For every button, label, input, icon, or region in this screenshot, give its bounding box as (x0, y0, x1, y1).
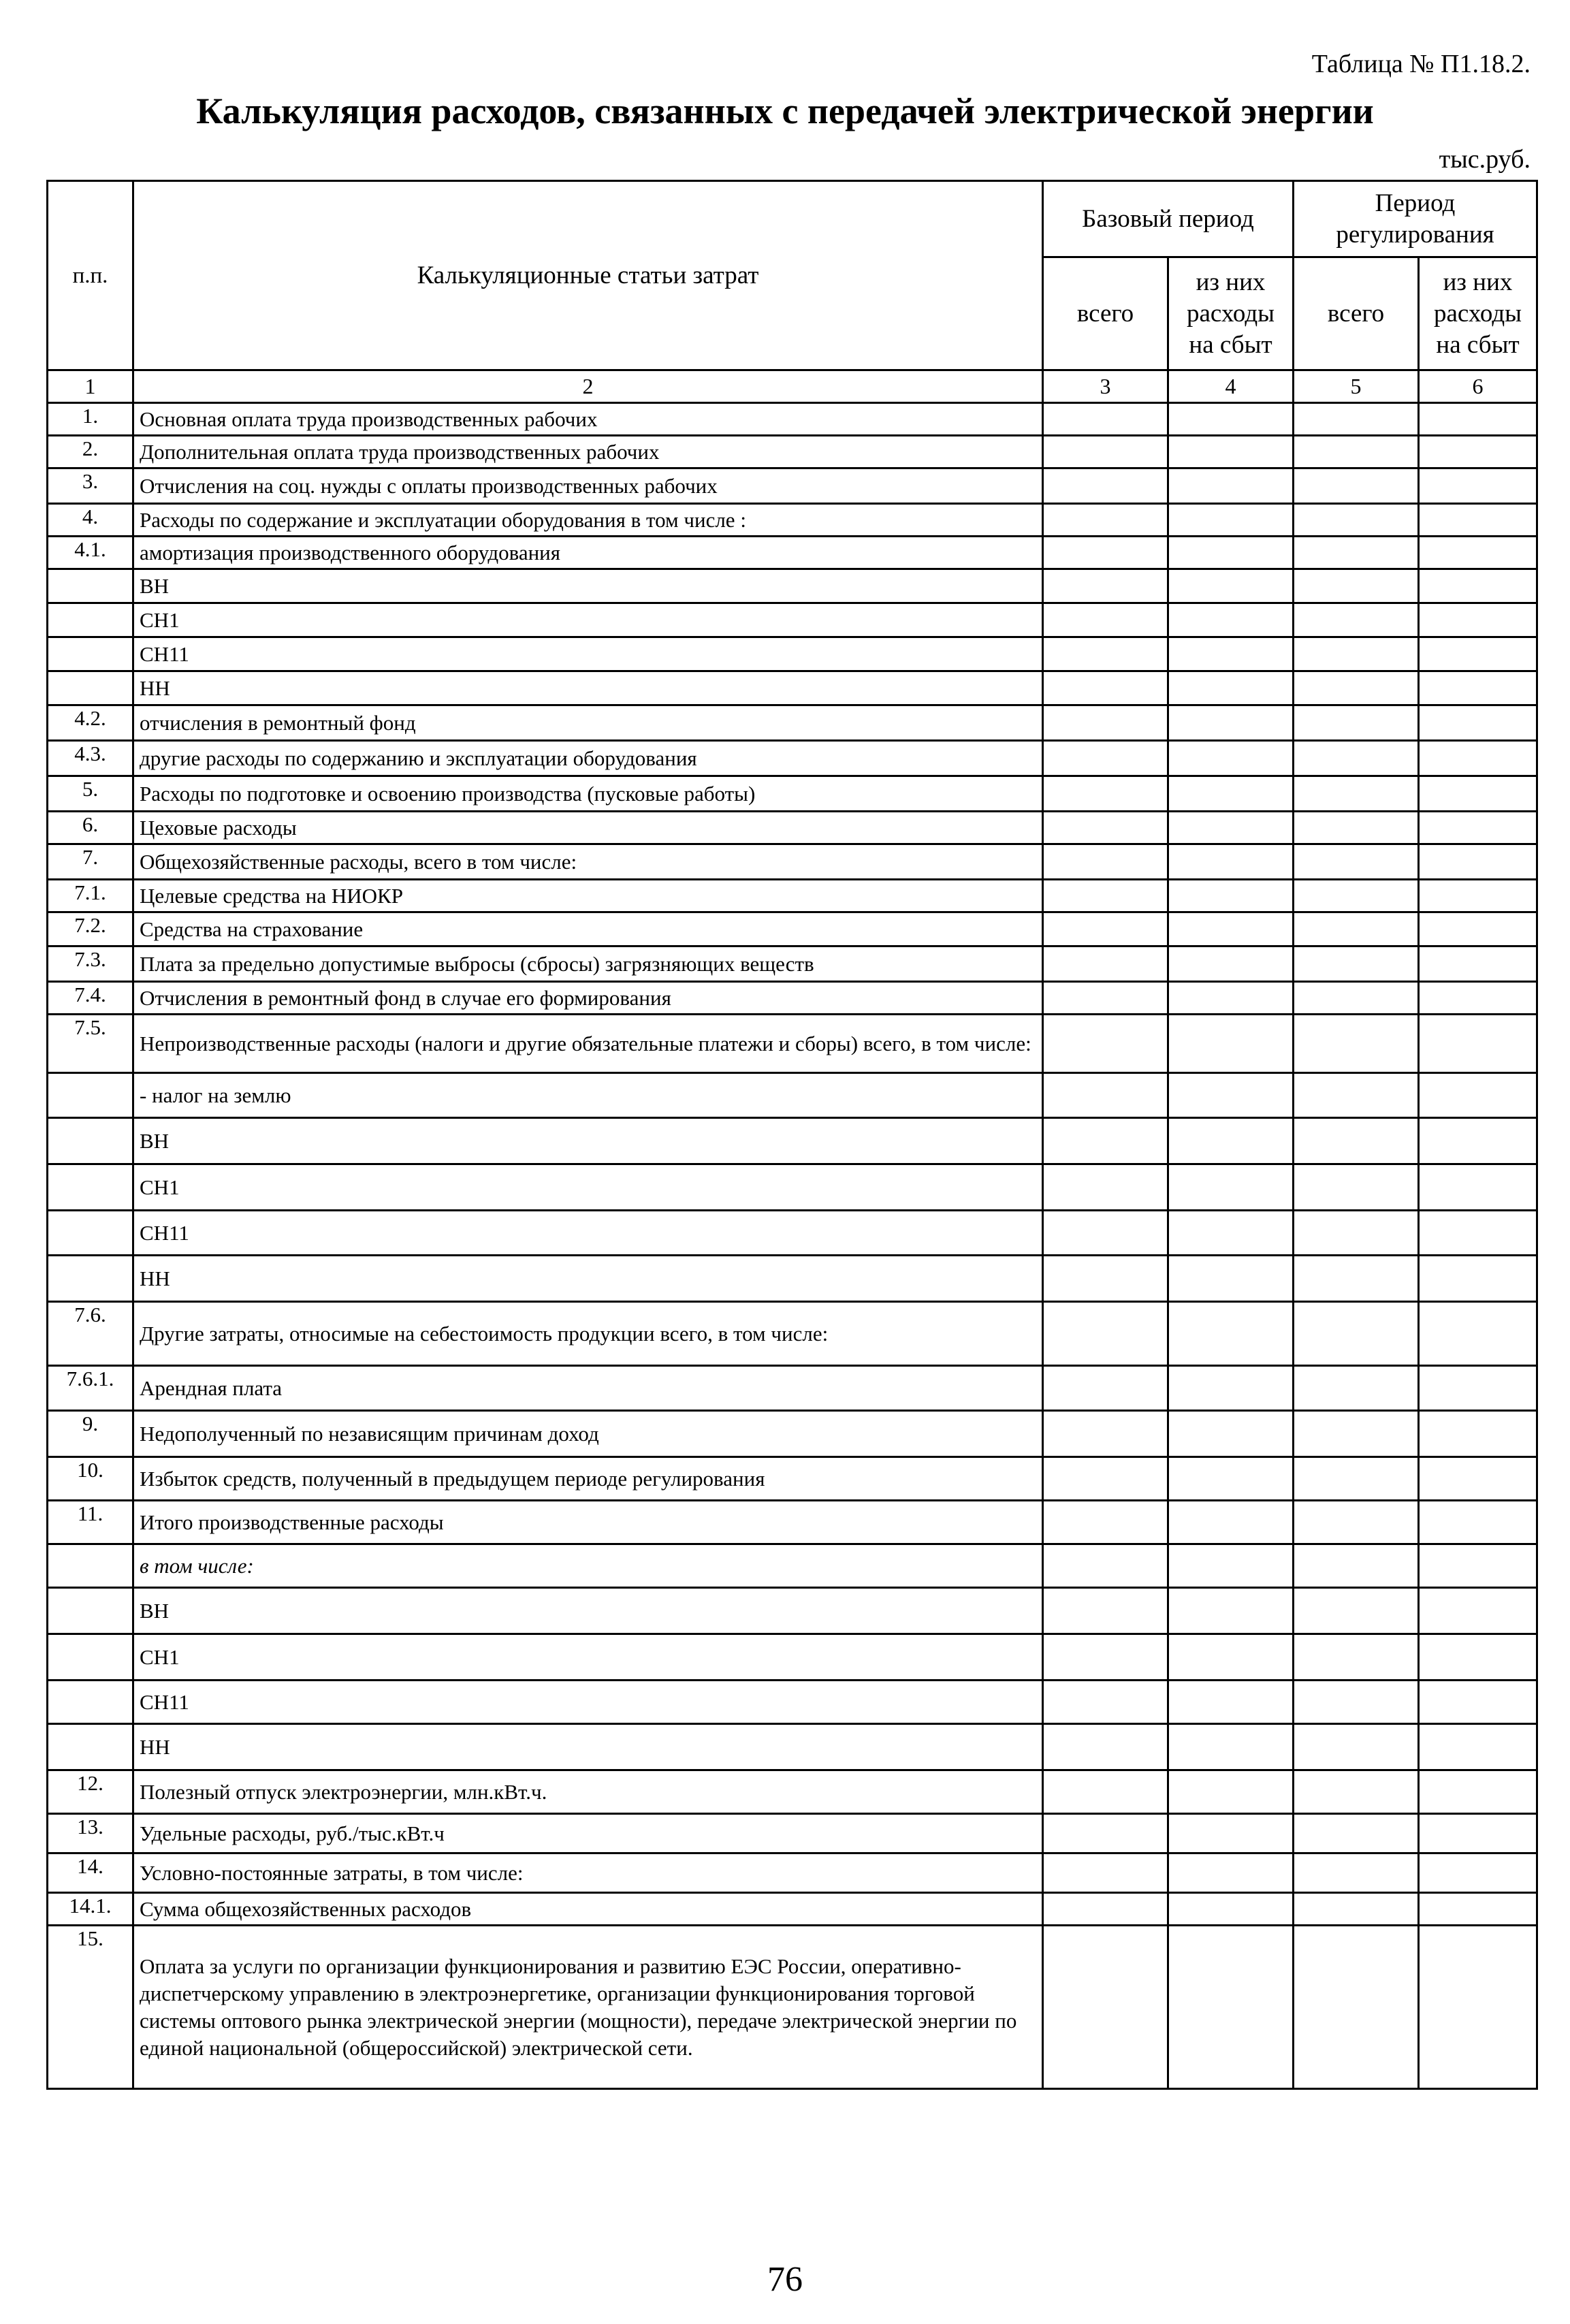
table-row (48, 1256, 1537, 1302)
row-number: 7.5. (48, 1015, 133, 1073)
cell-reg-total (1294, 671, 1419, 705)
cell-reg-sales (1419, 1893, 1537, 1926)
page-number: 76 (767, 2260, 803, 2299)
cell-reg-sales (1419, 603, 1537, 637)
cell-base-sales (1168, 1681, 1294, 1724)
cell-base-sales (1168, 844, 1294, 880)
cell-reg-total (1294, 1164, 1419, 1211)
cell-reg-sales (1419, 1634, 1537, 1681)
column-number: 2 (133, 370, 1043, 403)
cell-reg-total (1294, 1926, 1419, 2089)
header-articles: Калькуляционные статьи затрат (133, 181, 1043, 370)
cell-base-total (1043, 671, 1168, 705)
cell-base-total (1043, 776, 1168, 812)
row-number (48, 1588, 133, 1634)
row-number: 7.6.1. (48, 1366, 133, 1411)
cell-reg-total (1294, 1211, 1419, 1256)
cell-reg-total (1294, 982, 1419, 1015)
row-article: Избыток средств, полученный в предыдущем периоде регулирования (133, 1457, 1043, 1501)
row-number: 13. (48, 1814, 133, 1853)
row-number (48, 1544, 133, 1588)
row-number: 7.4. (48, 982, 133, 1015)
row-number: 3. (48, 468, 133, 504)
cell-base-total (1043, 812, 1168, 844)
row-article: Недополученный по независящим причинам доход (133, 1411, 1043, 1457)
cell-base-sales (1168, 1588, 1294, 1634)
cell-reg-total (1294, 1501, 1419, 1544)
cell-base-sales (1168, 1893, 1294, 1926)
cell-reg-sales (1419, 1457, 1537, 1501)
cell-reg-total (1294, 1118, 1419, 1164)
row-article: - налог на землю (133, 1073, 1043, 1118)
row-number (48, 1681, 133, 1724)
column-number: 1 (48, 370, 133, 403)
row-number: 11. (48, 1501, 133, 1544)
table-row (48, 741, 1537, 776)
cell-base-total (1043, 982, 1168, 1015)
row-number (48, 569, 133, 603)
cell-base-total (1043, 504, 1168, 537)
cell-reg-sales (1419, 912, 1537, 946)
cell-base-sales (1168, 671, 1294, 705)
cell-base-total (1043, 1211, 1168, 1256)
cell-reg-total (1294, 912, 1419, 946)
cell-base-total (1043, 603, 1168, 637)
row-article: другие расходы по содержанию и эксплуатации оборудования (133, 741, 1043, 776)
row-number: 1. (48, 403, 133, 436)
row-number: 4. (48, 504, 133, 537)
cell-reg-sales (1419, 880, 1537, 912)
cell-base-total (1043, 1814, 1168, 1853)
row-article: Сумма общехозяйственных расходов (133, 1893, 1043, 1926)
row-article: Цеховые расходы (133, 812, 1043, 844)
column-number: 3 (1043, 370, 1168, 403)
cell-base-total (1043, 1588, 1168, 1634)
row-article: СН11 (133, 637, 1043, 671)
cell-reg-sales (1419, 436, 1537, 468)
row-article: ВН (133, 1588, 1043, 1634)
cell-reg-total (1294, 946, 1419, 982)
cell-base-sales (1168, 1015, 1294, 1073)
cell-reg-total (1294, 1302, 1419, 1366)
cell-base-sales (1168, 468, 1294, 504)
table-row (48, 1681, 1537, 1724)
cell-base-total (1043, 1073, 1168, 1118)
cell-base-sales (1168, 946, 1294, 982)
cell-base-sales (1168, 812, 1294, 844)
cell-base-sales (1168, 1457, 1294, 1501)
table-row (48, 1588, 1537, 1634)
row-number: 14. (48, 1853, 133, 1893)
cell-base-sales (1168, 1118, 1294, 1164)
row-number (48, 1724, 133, 1770)
cell-reg-sales (1419, 671, 1537, 705)
cell-reg-total (1294, 436, 1419, 468)
cell-reg-total (1294, 504, 1419, 537)
cell-reg-sales (1419, 1302, 1537, 1366)
cell-reg-sales (1419, 1211, 1537, 1256)
row-number: 7.3. (48, 946, 133, 982)
row-article: Основная оплата труда производственных рабочих (133, 403, 1043, 436)
cell-base-sales (1168, 912, 1294, 946)
cell-base-sales (1168, 1544, 1294, 1588)
row-number: 7.1. (48, 880, 133, 912)
cell-base-total (1043, 537, 1168, 569)
table-row (48, 468, 1537, 504)
cell-base-sales (1168, 1770, 1294, 1814)
cell-base-sales (1168, 504, 1294, 537)
cell-reg-sales (1419, 1853, 1537, 1893)
cell-reg-sales (1419, 982, 1537, 1015)
cell-base-total (1043, 1411, 1168, 1457)
cell-reg-sales (1419, 1681, 1537, 1724)
cell-reg-sales (1419, 1256, 1537, 1302)
row-number (48, 1073, 133, 1118)
table-row (48, 1544, 1537, 1588)
row-article: СН1 (133, 603, 1043, 637)
header-base-period: Базовый период (1043, 181, 1294, 257)
row-article: амортизация производственного оборудования (133, 537, 1043, 569)
cell-reg-sales (1419, 741, 1537, 776)
table-row (48, 844, 1537, 880)
cell-reg-total (1294, 468, 1419, 504)
cell-reg-sales (1419, 776, 1537, 812)
table-row (48, 912, 1537, 946)
cell-reg-total (1294, 705, 1419, 741)
table-row (48, 1853, 1537, 1893)
row-number (48, 1164, 133, 1211)
cell-reg-sales (1419, 637, 1537, 671)
cell-reg-sales (1419, 844, 1537, 880)
cell-reg-total (1294, 1853, 1419, 1893)
row-number: 7.2. (48, 912, 133, 946)
cell-base-sales (1168, 403, 1294, 436)
cell-reg-total (1294, 1256, 1419, 1302)
cell-reg-sales (1419, 403, 1537, 436)
cell-reg-total (1294, 844, 1419, 880)
cell-reg-total (1294, 1015, 1419, 1073)
cell-base-total (1043, 1634, 1168, 1681)
row-article: Условно-постоянные затраты, в том числе: (133, 1853, 1043, 1893)
cell-base-sales (1168, 880, 1294, 912)
row-number: 7. (48, 844, 133, 880)
cell-base-total (1043, 880, 1168, 912)
row-number (48, 603, 133, 637)
row-article: Плата за предельно допустимые выбросы (сбросы) загрязняющих веществ (133, 946, 1043, 982)
cell-base-total (1043, 946, 1168, 982)
table-row (48, 1164, 1537, 1211)
row-article: Расходы по содержание и эксплуатации оборудования в том числе : (133, 504, 1043, 537)
table-row (48, 671, 1537, 705)
row-article: Удельные расходы, руб./тыс.кВт.ч (133, 1814, 1043, 1853)
table-row (48, 1411, 1537, 1457)
cell-base-total (1043, 569, 1168, 603)
row-article: НН (133, 1256, 1043, 1302)
cell-base-total (1043, 403, 1168, 436)
cell-reg-sales (1419, 504, 1537, 537)
units-label: тыс.руб. (1439, 145, 1531, 174)
table-row (48, 1118, 1537, 1164)
row-number: 9. (48, 1411, 133, 1457)
header-reg-sales: из них расходы на сбыт (1419, 257, 1537, 370)
cell-reg-sales (1419, 1501, 1537, 1544)
cell-reg-sales (1419, 1544, 1537, 1588)
row-number: 2. (48, 436, 133, 468)
table-row (48, 776, 1537, 812)
cell-base-total (1043, 1770, 1168, 1814)
cell-base-total (1043, 1118, 1168, 1164)
row-number: 4.1. (48, 537, 133, 569)
cell-reg-sales (1419, 1411, 1537, 1457)
cell-base-sales (1168, 1073, 1294, 1118)
table-row (48, 705, 1537, 741)
cell-base-sales (1168, 1366, 1294, 1411)
header-reg-total: всего (1294, 257, 1419, 370)
cell-reg-sales (1419, 1073, 1537, 1118)
table-row (48, 946, 1537, 982)
table-row (48, 637, 1537, 671)
cell-base-total (1043, 1256, 1168, 1302)
table-row (48, 982, 1537, 1015)
cell-base-total (1043, 1366, 1168, 1411)
cell-reg-sales (1419, 569, 1537, 603)
cell-reg-total (1294, 812, 1419, 844)
cell-reg-total (1294, 1770, 1419, 1814)
cell-reg-sales (1419, 812, 1537, 844)
cell-reg-sales (1419, 1118, 1537, 1164)
cell-base-total (1043, 705, 1168, 741)
column-number: 4 (1168, 370, 1294, 403)
row-number: 15. (48, 1926, 133, 2089)
row-article: Отчисления на соц. нужды с оплаты производственных рабочих (133, 468, 1043, 504)
row-article: Средства на страхование (133, 912, 1043, 946)
cell-reg-total (1294, 1724, 1419, 1770)
cell-base-sales (1168, 776, 1294, 812)
table-row (48, 1814, 1537, 1853)
row-article: в том числе: (133, 1544, 1043, 1588)
table-row (48, 1015, 1537, 1073)
cell-base-sales (1168, 741, 1294, 776)
cell-base-total (1043, 1724, 1168, 1770)
row-number: 10. (48, 1457, 133, 1501)
row-number: 12. (48, 1770, 133, 1814)
cell-reg-total (1294, 603, 1419, 637)
table-row (48, 1501, 1537, 1544)
cell-base-sales (1168, 1211, 1294, 1256)
cell-base-sales (1168, 1926, 1294, 2089)
row-number: 7.6. (48, 1302, 133, 1366)
row-number (48, 1118, 133, 1164)
cell-base-total (1043, 1501, 1168, 1544)
cell-base-sales (1168, 1634, 1294, 1681)
cell-base-total (1043, 741, 1168, 776)
cell-base-sales (1168, 705, 1294, 741)
row-article: ВН (133, 569, 1043, 603)
cell-base-total (1043, 1926, 1168, 2089)
cell-base-total (1043, 1164, 1168, 1211)
table-row (48, 812, 1537, 844)
cell-reg-sales (1419, 1814, 1537, 1853)
cell-base-sales (1168, 569, 1294, 603)
cell-base-sales (1168, 1853, 1294, 1893)
row-article: Общехозяйственные расходы, всего в том числе: (133, 844, 1043, 880)
document-title: Калькуляция расходов, связанных с передачей электрической энергии (196, 91, 1374, 131)
cell-base-total (1043, 844, 1168, 880)
cell-reg-total (1294, 741, 1419, 776)
row-article: НН (133, 671, 1043, 705)
cell-reg-sales (1419, 1724, 1537, 1770)
cell-reg-total (1294, 1366, 1419, 1411)
cell-base-sales (1168, 637, 1294, 671)
table-row (48, 1073, 1537, 1118)
cell-reg-sales (1419, 1926, 1537, 2089)
row-number (48, 1634, 133, 1681)
row-article: СН11 (133, 1211, 1043, 1256)
cell-reg-sales (1419, 537, 1537, 569)
cell-reg-sales (1419, 1366, 1537, 1411)
table-number: Таблица № П1.18.2. (1311, 50, 1531, 78)
cell-reg-total (1294, 1457, 1419, 1501)
row-number: 5. (48, 776, 133, 812)
row-number: 4.3. (48, 741, 133, 776)
cell-base-sales (1168, 603, 1294, 637)
cell-reg-total (1294, 776, 1419, 812)
cell-base-total (1043, 1853, 1168, 1893)
cell-reg-sales (1419, 1015, 1537, 1073)
row-article: Дополнительная оплата труда производственных рабочих (133, 436, 1043, 468)
row-article: Отчисления в ремонтный фонд в случае его формирования (133, 982, 1043, 1015)
cell-base-sales (1168, 1302, 1294, 1366)
column-number: 5 (1294, 370, 1419, 403)
row-article: отчисления в ремонтный фонд (133, 705, 1043, 741)
row-number (48, 671, 133, 705)
row-article: Расходы по подготовке и освоению производства (пусковые работы) (133, 776, 1043, 812)
table-row (48, 1211, 1537, 1256)
header-nn: п.п. (48, 181, 133, 370)
cell-base-sales (1168, 982, 1294, 1015)
row-article: Другие затраты, относимые на себестоимость продукции всего, в том числе: (133, 1302, 1043, 1366)
cell-reg-total (1294, 1544, 1419, 1588)
cell-reg-sales (1419, 1588, 1537, 1634)
row-article: СН11 (133, 1681, 1043, 1724)
table-row (48, 1366, 1537, 1411)
table-row (48, 1634, 1537, 1681)
cell-base-total (1043, 1015, 1168, 1073)
cell-reg-total (1294, 403, 1419, 436)
row-article: Оплата за услуги по организации функционирования и развитию ЕЭС России, оперативно-диспетчерскому управлению в электроэнергетике, организации функционирования торговой системы оптового рынка электрической энергии (мощности), передаче электрической энергии по единой национальной (общероссийской) электрической сети. (133, 1926, 1043, 2089)
cell-base-total (1043, 637, 1168, 671)
cell-base-sales (1168, 1814, 1294, 1853)
table-row (48, 1893, 1537, 1926)
cell-base-sales (1168, 436, 1294, 468)
cell-base-total (1043, 1681, 1168, 1724)
header-regulation-period: Период регулирования (1294, 181, 1537, 257)
cell-reg-total (1294, 1893, 1419, 1926)
cell-reg-total (1294, 1588, 1419, 1634)
cell-reg-total (1294, 1681, 1419, 1724)
row-article: Непроизводственные расходы (налоги и другие обязательные платежи и сборы) всего, в том числе: (133, 1015, 1043, 1073)
table-row (48, 603, 1537, 637)
cell-reg-total (1294, 1634, 1419, 1681)
table-row (48, 1926, 1537, 2089)
cell-base-sales (1168, 1164, 1294, 1211)
row-number: 6. (48, 812, 133, 844)
row-article: СН1 (133, 1634, 1043, 1681)
cell-reg-total (1294, 1073, 1419, 1118)
row-article: ВН (133, 1118, 1043, 1164)
table-row (48, 504, 1537, 537)
cell-reg-total (1294, 537, 1419, 569)
table-row (48, 1770, 1537, 1814)
table-row (48, 403, 1537, 436)
table-row (48, 569, 1537, 603)
table-row (48, 880, 1537, 912)
cell-reg-total (1294, 637, 1419, 671)
calculation-table (46, 180, 1538, 2090)
table-row (48, 436, 1537, 468)
row-article: Полезный отпуск электроэнергии, млн.кВт.ч. (133, 1770, 1043, 1814)
cell-base-sales (1168, 1501, 1294, 1544)
table-row (48, 1302, 1537, 1366)
cell-base-total (1043, 436, 1168, 468)
cell-base-sales (1168, 1256, 1294, 1302)
cell-base-total (1043, 912, 1168, 946)
row-number (48, 1211, 133, 1256)
cell-base-sales (1168, 1411, 1294, 1457)
row-number (48, 637, 133, 671)
column-numbers-row (48, 370, 1537, 403)
cell-base-total (1043, 1893, 1168, 1926)
row-article: Целевые средства на НИОКР (133, 880, 1043, 912)
row-number (48, 1256, 133, 1302)
row-article: СН1 (133, 1164, 1043, 1211)
cell-base-total (1043, 1457, 1168, 1501)
row-article: НН (133, 1724, 1043, 1770)
cell-reg-sales (1419, 946, 1537, 982)
cell-reg-total (1294, 569, 1419, 603)
cell-base-sales (1168, 537, 1294, 569)
row-article: Арендная плата (133, 1366, 1043, 1411)
cell-reg-sales (1419, 468, 1537, 504)
cell-reg-total (1294, 1814, 1419, 1853)
cell-reg-sales (1419, 705, 1537, 741)
header-base-sales: из них расходы на сбыт (1168, 257, 1294, 370)
table-body (48, 403, 1537, 2089)
cell-reg-sales (1419, 1770, 1537, 1814)
cell-reg-total (1294, 880, 1419, 912)
cell-reg-sales (1419, 1164, 1537, 1211)
row-article: Итого производственные расходы (133, 1501, 1043, 1544)
table-row (48, 537, 1537, 569)
cell-reg-total (1294, 1411, 1419, 1457)
cell-base-sales (1168, 1724, 1294, 1770)
row-number: 14.1. (48, 1893, 133, 1926)
column-number: 6 (1419, 370, 1537, 403)
row-number: 4.2. (48, 705, 133, 741)
header-base-total: всего (1043, 257, 1168, 370)
cell-base-total (1043, 1544, 1168, 1588)
cell-base-total (1043, 468, 1168, 504)
cell-base-total (1043, 1302, 1168, 1366)
table-row (48, 1457, 1537, 1501)
table-row (48, 1724, 1537, 1770)
